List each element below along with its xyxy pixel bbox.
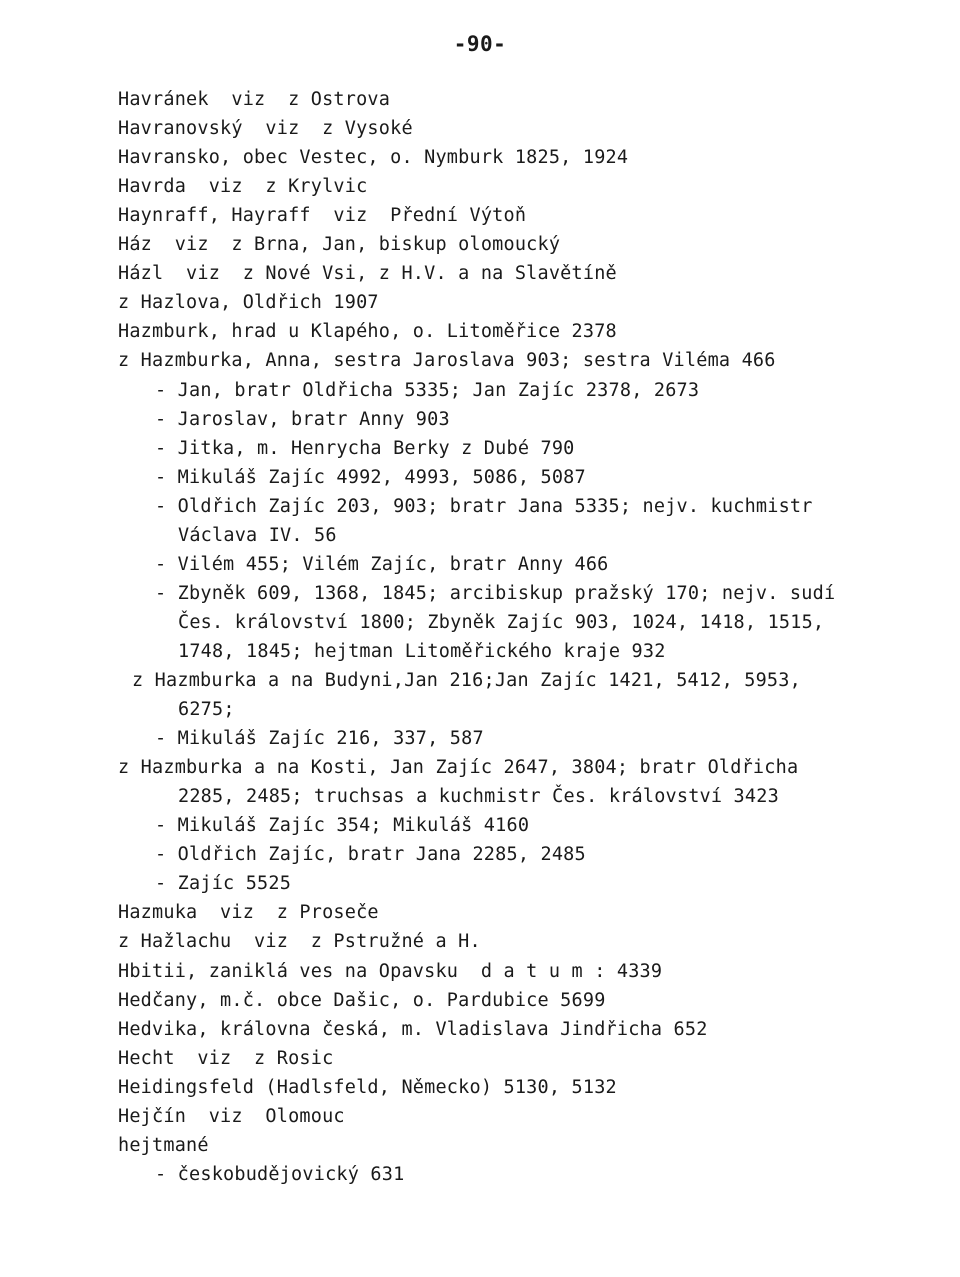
index-entry: - Zajíc 5525 xyxy=(155,873,292,895)
index-entry: Havranovský viz z Vysoké xyxy=(118,118,413,140)
index-entry: - Oldřich Zajíc, bratr Jana 2285, 2485 xyxy=(155,844,586,866)
index-entry: Hazmuka viz z Proseče xyxy=(118,902,379,924)
index-entry: Haynraff, Hayraff viz Přední Výtoň xyxy=(118,205,527,227)
index-entry: 6275; xyxy=(178,699,235,721)
index-entry: Hbitii, zaniklá ves na Opavsku d a t u m : 4339 xyxy=(118,960,663,982)
index-entry: Hejčín viz Olomouc xyxy=(118,1105,345,1127)
index-entry: - Mikuláš Zajíc 216, 337, 587 xyxy=(155,728,484,750)
index-entry: - Jan, bratr Oldřicha 5335; Jan Zajíc 2378, 2673 xyxy=(155,379,700,401)
index-entry: Havránek viz z Ostrova xyxy=(118,89,391,110)
index-entry: z Hazmburka, Anna, sestra Jaroslava 903; sestra Viléma 466 xyxy=(118,350,776,372)
index-entry: z Hazmburka a na Kosti, Jan Zajíc 2647, 3804; bratr Oldřicha xyxy=(118,757,799,779)
index-entry: Hedvika, královna česká, m. Vladislava Jindřicha 652 xyxy=(118,1018,708,1040)
index-entry: 2285, 2485; truchsas a kuchmistr Čes. království 3423 xyxy=(178,786,779,808)
index-entry: - Mikuláš Zajíc 4992, 4993, 5086, 5087 xyxy=(155,466,586,488)
index-entry: 1748, 1845; hejtman Litoměřického kraje 932 xyxy=(178,640,666,662)
index-entry: - Oldřich Zajíc 203, 903; bratr Jana 5335; nejv. kuchmistr xyxy=(155,495,813,517)
index-entry: Hazmburk, hrad u Klapého, o. Litoměřice 2378 xyxy=(118,321,617,343)
index-entry: Házl viz z Nové Vsi, z H.V. a na Slavětíně xyxy=(118,263,617,285)
index-entry: Hecht viz z Rosic xyxy=(118,1047,334,1069)
index-entry: - Jaroslav, bratr Anny 903 xyxy=(155,408,450,430)
index-entry: Čes. království 1800; Zbyněk Zajíc 903, 1024, 1418, 1515, xyxy=(178,611,825,633)
index-entry: z Hažlachu viz z Pstružné a H. xyxy=(118,931,481,953)
index-entry: - Zbyněk 609, 1368, 1845; arcibiskup pražský 170; nejv. sudí xyxy=(155,582,836,604)
index-entry: hejtmané xyxy=(118,1134,209,1156)
index-entry: z Hazmburka a na Budyni,Jan 216;Jan Zajíc 1421, 5412, 5953, xyxy=(132,670,801,691)
index-entry: z Hazlova, Oldřich 1907 xyxy=(118,292,379,314)
index-entry: Hedčany, m.č. obce Dašic, o. Pardubice 5699 xyxy=(118,989,606,1011)
index-entry: - Vilém 455; Vilém Zajíc, bratr Anny 466 xyxy=(155,553,609,575)
index-entry: Havransko, obec Vestec, o. Nymburk 1825, 1924 xyxy=(118,147,629,169)
index-entry: Havrda viz z Krylvic xyxy=(118,176,368,198)
index-entry: Heidingsfeld (Hadlsfeld, Německo) 5130, 5132 xyxy=(118,1076,617,1098)
index-entry: - českobudějovický 631 xyxy=(155,1163,405,1185)
index-entry: - Mikuláš Zajíc 354; Mikuláš 4160 xyxy=(155,815,530,837)
index-entry: - Jitka, m. Henrycha Berky z Dubé 790 xyxy=(155,437,575,459)
page-number: -90- xyxy=(453,32,507,56)
index-entry: Ház viz z Brna, Jan, biskup olomoucký xyxy=(118,234,561,256)
index-entry: Václava IV. 56 xyxy=(178,524,337,546)
